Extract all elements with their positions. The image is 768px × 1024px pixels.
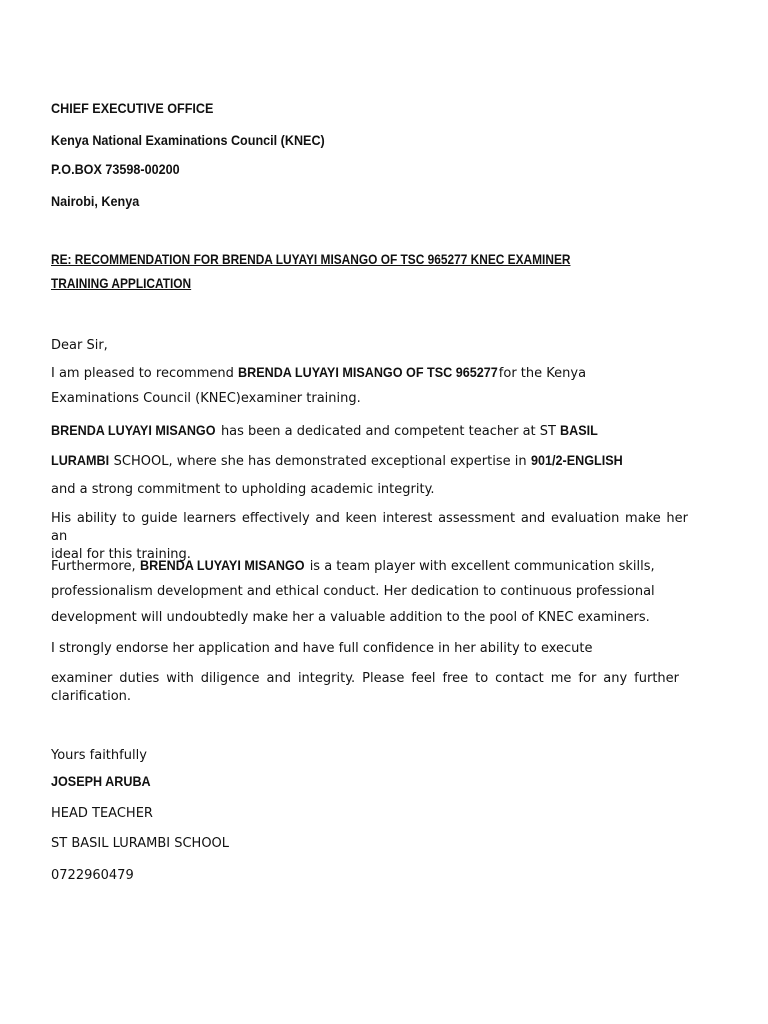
- p3-line-1: His ability to guide learners effectively and keen interest assessment and evaluation make her an: [51, 511, 688, 544]
- paragraph-2-line-2: [51, 451, 633, 471]
- paragraph-4-line-3: development will undoubtedly make her a valuable addition to the pool of KNEC examiners.: [51, 610, 650, 625]
- p1-prefix: I am pleased to recommend: [51, 366, 239, 381]
- salutation: Dear Sir,: [51, 338, 108, 353]
- paragraph-4-line-1: [51, 556, 655, 576]
- p4-candidate-name: BRENDA LUYAYI MISANGO: [139, 557, 305, 573]
- signatory-title: HEAD TEACHER: [51, 806, 153, 821]
- valediction: Yours faithfully: [51, 748, 147, 763]
- paragraph-1-line-2: Examinations Council (KNEC)examiner training.: [51, 391, 361, 406]
- p3-line-2: ideal for this training.: [51, 547, 191, 562]
- signatory-phone: 0722960479: [51, 868, 134, 883]
- paragraph-5-line-1: I strongly endorse her application and have full confidence in her ability to execute: [51, 641, 593, 656]
- p2-subject: 901/2-ENGLISH: [530, 452, 623, 468]
- recipient-po-box: P.O.BOX 73598-00200: [51, 161, 180, 177]
- signatory-school: ST BASIL LURAMBI SCHOOL: [51, 836, 230, 851]
- recipient-organization: Kenya National Examinations Council (KNEC): [51, 132, 325, 148]
- p2-candidate-name: BRENDA LUYAYI MISANGO: [51, 422, 216, 438]
- subject-line-1: RE: RECOMMENDATION FOR BRENDA LUYAYI MISANGO OF TSC 965277 KNEC EXAMINER: [51, 251, 571, 267]
- p2-school-basil: BASIL: [560, 422, 598, 438]
- p4-prefix: Furthermore,: [51, 559, 140, 574]
- p5-line-3: clarification.: [51, 689, 132, 704]
- p2-after-lurambi: SCHOOL, where she has demonstrated exceptional expertise in: [109, 454, 531, 469]
- p4-suffix: is a team player with excellent communication skills,: [305, 559, 655, 574]
- p1-suffix: for the Kenya: [494, 366, 587, 381]
- recipient-office: CHIEF EXECUTIVE OFFICE: [51, 100, 214, 116]
- p5-line-2: examiner duties with diligence and integrity. Please feel free to contact me for any further: [51, 671, 679, 686]
- paragraph-4-line-2: professionalism development and ethical conduct. Her dedication to continuous professional: [51, 584, 655, 599]
- p1-candidate-name: BRENDA LUYAYI MISANGO OF TSC 965277: [238, 364, 498, 380]
- p2-school-lurambi: LURAMBI: [51, 452, 110, 468]
- subject-line-2: TRAINING APPLICATION: [51, 275, 192, 291]
- signatory-name: JOSEPH ARUBA: [51, 773, 151, 789]
- paragraph-5: [51, 670, 679, 706]
- paragraph-2-line-1: [51, 421, 602, 441]
- p2-mid: has been a dedicated and competent teacher at ST: [216, 424, 561, 439]
- recipient-city: Nairobi, Kenya: [51, 193, 140, 209]
- paragraph-1-line-1: [51, 363, 586, 383]
- paragraph-2-line-3: and a strong commitment to upholding academic integrity.: [51, 482, 435, 497]
